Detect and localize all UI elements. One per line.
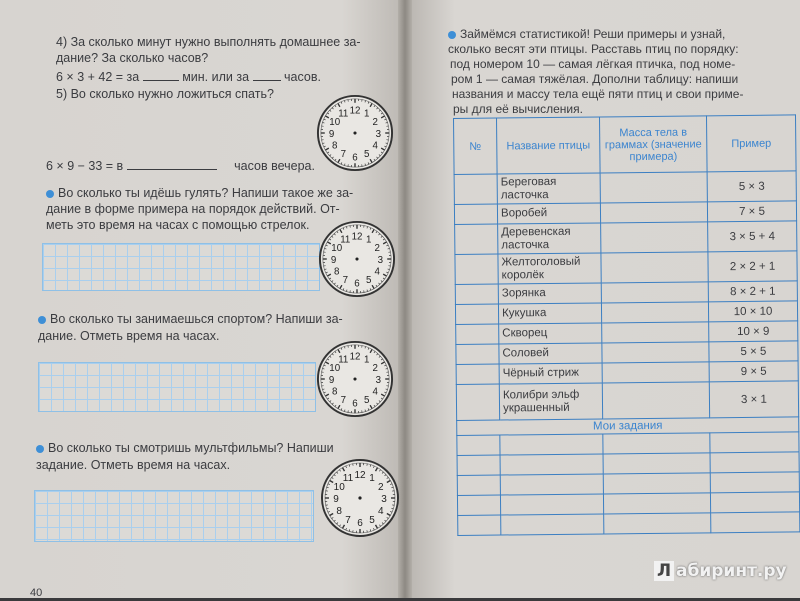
clock-number: 2	[373, 117, 378, 128]
table-cell-example: 7 × 5	[707, 201, 796, 222]
empty-table-cell[interactable]	[710, 452, 799, 473]
task-cartoons-text1: Во сколько ты смотришь мультфильмы? Напиши	[48, 441, 334, 455]
empty-table-cell[interactable]	[458, 515, 501, 535]
empty-table-cell[interactable]	[457, 475, 500, 495]
clock-number: 12	[350, 106, 361, 117]
table-cell-example: 10 × 9	[709, 321, 798, 342]
clock-number: 8	[332, 141, 337, 152]
empty-table-cell[interactable]	[457, 435, 500, 455]
clock-number: 10	[331, 243, 342, 254]
header-example: Пример	[706, 115, 796, 172]
formula-1-end: часов.	[284, 70, 321, 84]
clock-number: 12	[350, 352, 361, 363]
empty-table-cell[interactable]	[500, 474, 603, 495]
bullet-icon	[46, 190, 54, 198]
bullet-icon	[38, 316, 46, 324]
empty-table-cell[interactable]	[711, 512, 800, 533]
empty-table-cell[interactable]	[603, 493, 710, 514]
clock-number: 8	[334, 267, 339, 278]
answer-blank-minutes[interactable]	[143, 69, 179, 81]
clock-number: 2	[378, 482, 384, 493]
table-cell-number[interactable]	[456, 384, 499, 420]
intro-text1: Займёмся статистикой! Реши примеры и узнай,	[460, 27, 725, 41]
empty-table-cell[interactable]	[603, 473, 710, 494]
table-cell-bird-name: Скворец	[499, 323, 602, 344]
intro-line6: ры для её вычисления.	[453, 102, 583, 117]
clock-number: 6	[352, 398, 357, 409]
clock-number: 9	[333, 494, 339, 505]
clock-number: 1	[364, 109, 369, 120]
clock-face-icon[interactable]	[316, 94, 394, 172]
birds-table	[453, 114, 800, 536]
clock-number: 5	[364, 395, 370, 406]
table-cell-number[interactable]	[455, 304, 498, 324]
table-cell-bird-name: Зорянка	[498, 283, 601, 304]
empty-table-cell[interactable]	[603, 453, 710, 474]
clock-number: 1	[366, 235, 371, 246]
empty-table-cell[interactable]	[500, 494, 603, 515]
table-cell-bird-name: Чёрный стриж	[499, 363, 602, 384]
empty-table-cell[interactable]	[457, 455, 500, 475]
table-cell-mass[interactable]	[602, 382, 709, 419]
answer-blank-hours[interactable]	[253, 69, 281, 81]
clock-number: 7	[343, 275, 348, 286]
table-cell-mass[interactable]	[601, 222, 708, 253]
clock-number: 4	[375, 267, 381, 278]
bullet-icon	[448, 31, 456, 39]
table-cell-number[interactable]	[456, 344, 499, 364]
table-cell-bird-name: Соловей	[499, 343, 602, 364]
intro-line5: названия и массу тела ещё пяти птиц и свои приме-	[452, 87, 743, 102]
table-cell-mass[interactable]	[601, 282, 708, 303]
header-number: №	[454, 118, 498, 174]
formula-2-end: часов вечера.	[234, 159, 315, 173]
clock-number: 4	[378, 506, 384, 517]
task-walk-line1	[46, 186, 353, 201]
task-walk-text1: Во сколько ты идёшь гулять? Напиши такое же за-	[58, 186, 353, 200]
clock-number: 12	[352, 232, 363, 243]
clock-number: 3	[376, 375, 381, 386]
empty-table-row[interactable]	[458, 512, 800, 536]
clock-face-icon[interactable]	[318, 220, 396, 298]
page-number: 40	[30, 586, 42, 601]
clock-number: 2	[375, 243, 380, 254]
table-cell-number[interactable]	[455, 254, 498, 284]
clock-number: 5	[366, 275, 372, 286]
question-5: 5) Во сколько нужно ложиться спать?	[56, 87, 274, 102]
empty-table-cell[interactable]	[457, 495, 500, 515]
clock-number: 10	[329, 363, 340, 374]
table-cell-mass[interactable]	[601, 252, 708, 283]
table-cell-number[interactable]	[454, 204, 497, 224]
clock-number: 8	[332, 387, 337, 398]
table-cell-number[interactable]	[456, 364, 499, 384]
empty-table-cell[interactable]	[501, 514, 604, 535]
table-cell-bird-name: Желтоголовый королёк	[498, 253, 601, 284]
table-row	[454, 171, 796, 205]
question-4-line2: дание? За сколько часов?	[56, 51, 208, 66]
table-cell-mass[interactable]	[601, 302, 708, 323]
table-cell-number[interactable]	[454, 174, 497, 204]
header-bird-name: Название птицы	[497, 117, 601, 174]
intro-line1	[448, 27, 725, 42]
clock-number: 7	[345, 515, 351, 526]
answer-blank-bedtime[interactable]	[127, 158, 217, 170]
clock-number: 11	[343, 473, 354, 484]
table-cell-example: 9 × 5	[709, 361, 798, 382]
table-cell-bird-name: Береговая ласточка	[497, 173, 600, 204]
intro-line2: сколько весят эти птицы. Расставь птиц по порядку:	[448, 42, 739, 57]
clock-number: 6	[352, 152, 357, 163]
clock-number: 9	[331, 255, 336, 266]
intro-line3: под номером 10 — самая лёгкая птичка, под номе-	[450, 57, 735, 72]
clock-number: 7	[341, 395, 346, 406]
writing-grid-cartoons[interactable]	[34, 490, 314, 542]
clock-number: 9	[329, 129, 334, 140]
clock-number: 3	[378, 255, 383, 266]
clock-number: 4	[373, 141, 379, 152]
task-cartoons-line2: задание. Отметь время на часах.	[36, 458, 230, 473]
empty-table-cell[interactable]	[500, 434, 603, 455]
my-tasks-label: Мои задания	[457, 417, 799, 436]
table-cell-number[interactable]	[455, 284, 498, 304]
clock-number: 11	[340, 235, 350, 246]
table-cell-mass[interactable]	[602, 342, 709, 363]
table-cell-example: 2 × 2 + 1	[708, 251, 797, 282]
labirint-logo-icon: Л	[654, 561, 674, 581]
clock-number: 11	[338, 355, 348, 366]
book-gutter	[398, 0, 412, 598]
empty-table-cell[interactable]	[710, 432, 799, 453]
table-cell-mass[interactable]	[602, 322, 709, 343]
clock-number: 2	[373, 363, 378, 374]
table-cell-example: 5 × 5	[709, 341, 798, 362]
empty-table-cell[interactable]	[710, 492, 799, 513]
table-cell-example: 5 × 3	[707, 171, 796, 202]
clock-number: 9	[329, 375, 334, 386]
task-walk-line2: дание в форме примера на порядок действий. От-	[46, 202, 340, 217]
clock-number: 5	[364, 149, 370, 160]
clock-number: 8	[336, 506, 342, 517]
table-row	[456, 381, 798, 421]
table-cell-bird-name: Кукушка	[498, 303, 601, 324]
table-cell-example: 3 × 5 + 4	[708, 221, 797, 252]
clock-number: 3	[376, 129, 381, 140]
clock-number: 1	[364, 355, 369, 366]
table-cell-mass[interactable]	[602, 362, 709, 383]
bullet-icon	[36, 445, 44, 453]
formula-2-expression: 6 × 9 − 33 = в	[46, 159, 123, 173]
clock-number: 4	[373, 387, 379, 398]
empty-table-cell[interactable]	[710, 472, 799, 493]
table-row	[455, 251, 797, 285]
table-cell-example: 8 × 2 + 1	[708, 281, 797, 302]
clock-number: 7	[341, 149, 346, 160]
task-walk-line3: меть это время на часах с помощью стрелок.	[46, 218, 309, 233]
question-4-line1: 4) За сколько минут нужно выполнять домашнее за-	[56, 35, 361, 50]
clock-number: 12	[354, 470, 366, 481]
clock-number: 3	[381, 494, 387, 505]
clock-face-icon[interactable]	[320, 458, 400, 538]
formula-1-expression: 6 × 3 + 42 = за	[56, 70, 139, 84]
clock-number: 11	[338, 109, 348, 120]
watermark-logo	[654, 561, 787, 581]
task-cartoons-line1	[36, 441, 334, 456]
header-body-mass: Масса тела в граммах (значение примера)	[599, 116, 707, 173]
clock-number: 1	[369, 473, 375, 484]
clock-number: 6	[354, 278, 359, 289]
writing-grid-sport[interactable]	[38, 362, 316, 412]
birds-table-body	[454, 171, 800, 536]
watermark-text: абиринт.ру	[676, 561, 787, 581]
clock-number: 10	[334, 482, 346, 493]
formula-1	[56, 69, 321, 85]
empty-table-cell[interactable]	[604, 513, 711, 534]
formula-1-middle: мин. или за	[182, 70, 249, 84]
intro-line4: ром 1 — самая тяжёлая. Дополни таблицу: напиши	[451, 72, 738, 87]
clock-number: 5	[369, 515, 375, 526]
empty-table-cell[interactable]	[603, 433, 710, 454]
formula-2	[46, 158, 315, 174]
table-cell-bird-name: Воробей	[497, 203, 600, 224]
table-cell-mass[interactable]	[600, 202, 707, 223]
clock-number: 6	[357, 518, 363, 529]
writing-grid-walk[interactable]	[42, 243, 320, 291]
table-cell-example: 3 × 1	[709, 381, 798, 418]
table-cell-bird-name: Деревенская ласточка	[498, 223, 601, 254]
table-cell-number[interactable]	[456, 324, 499, 344]
table-cell-example: 10 × 10	[708, 301, 797, 322]
task-sport-line2: дание. Отметь время на часах.	[38, 329, 219, 344]
clock-face-icon[interactable]	[316, 340, 394, 418]
table-cell-mass[interactable]	[600, 172, 707, 203]
task-sport-line1	[38, 312, 343, 327]
table-cell-number[interactable]	[455, 224, 498, 254]
clock-number: 10	[329, 117, 340, 128]
task-sport-text1: Во сколько ты занимаешься спортом? Напиши за-	[50, 312, 343, 326]
empty-table-cell[interactable]	[500, 454, 603, 475]
table-row	[455, 221, 797, 255]
table-cell-bird-name: Колибри эльф украшенный	[499, 383, 602, 420]
